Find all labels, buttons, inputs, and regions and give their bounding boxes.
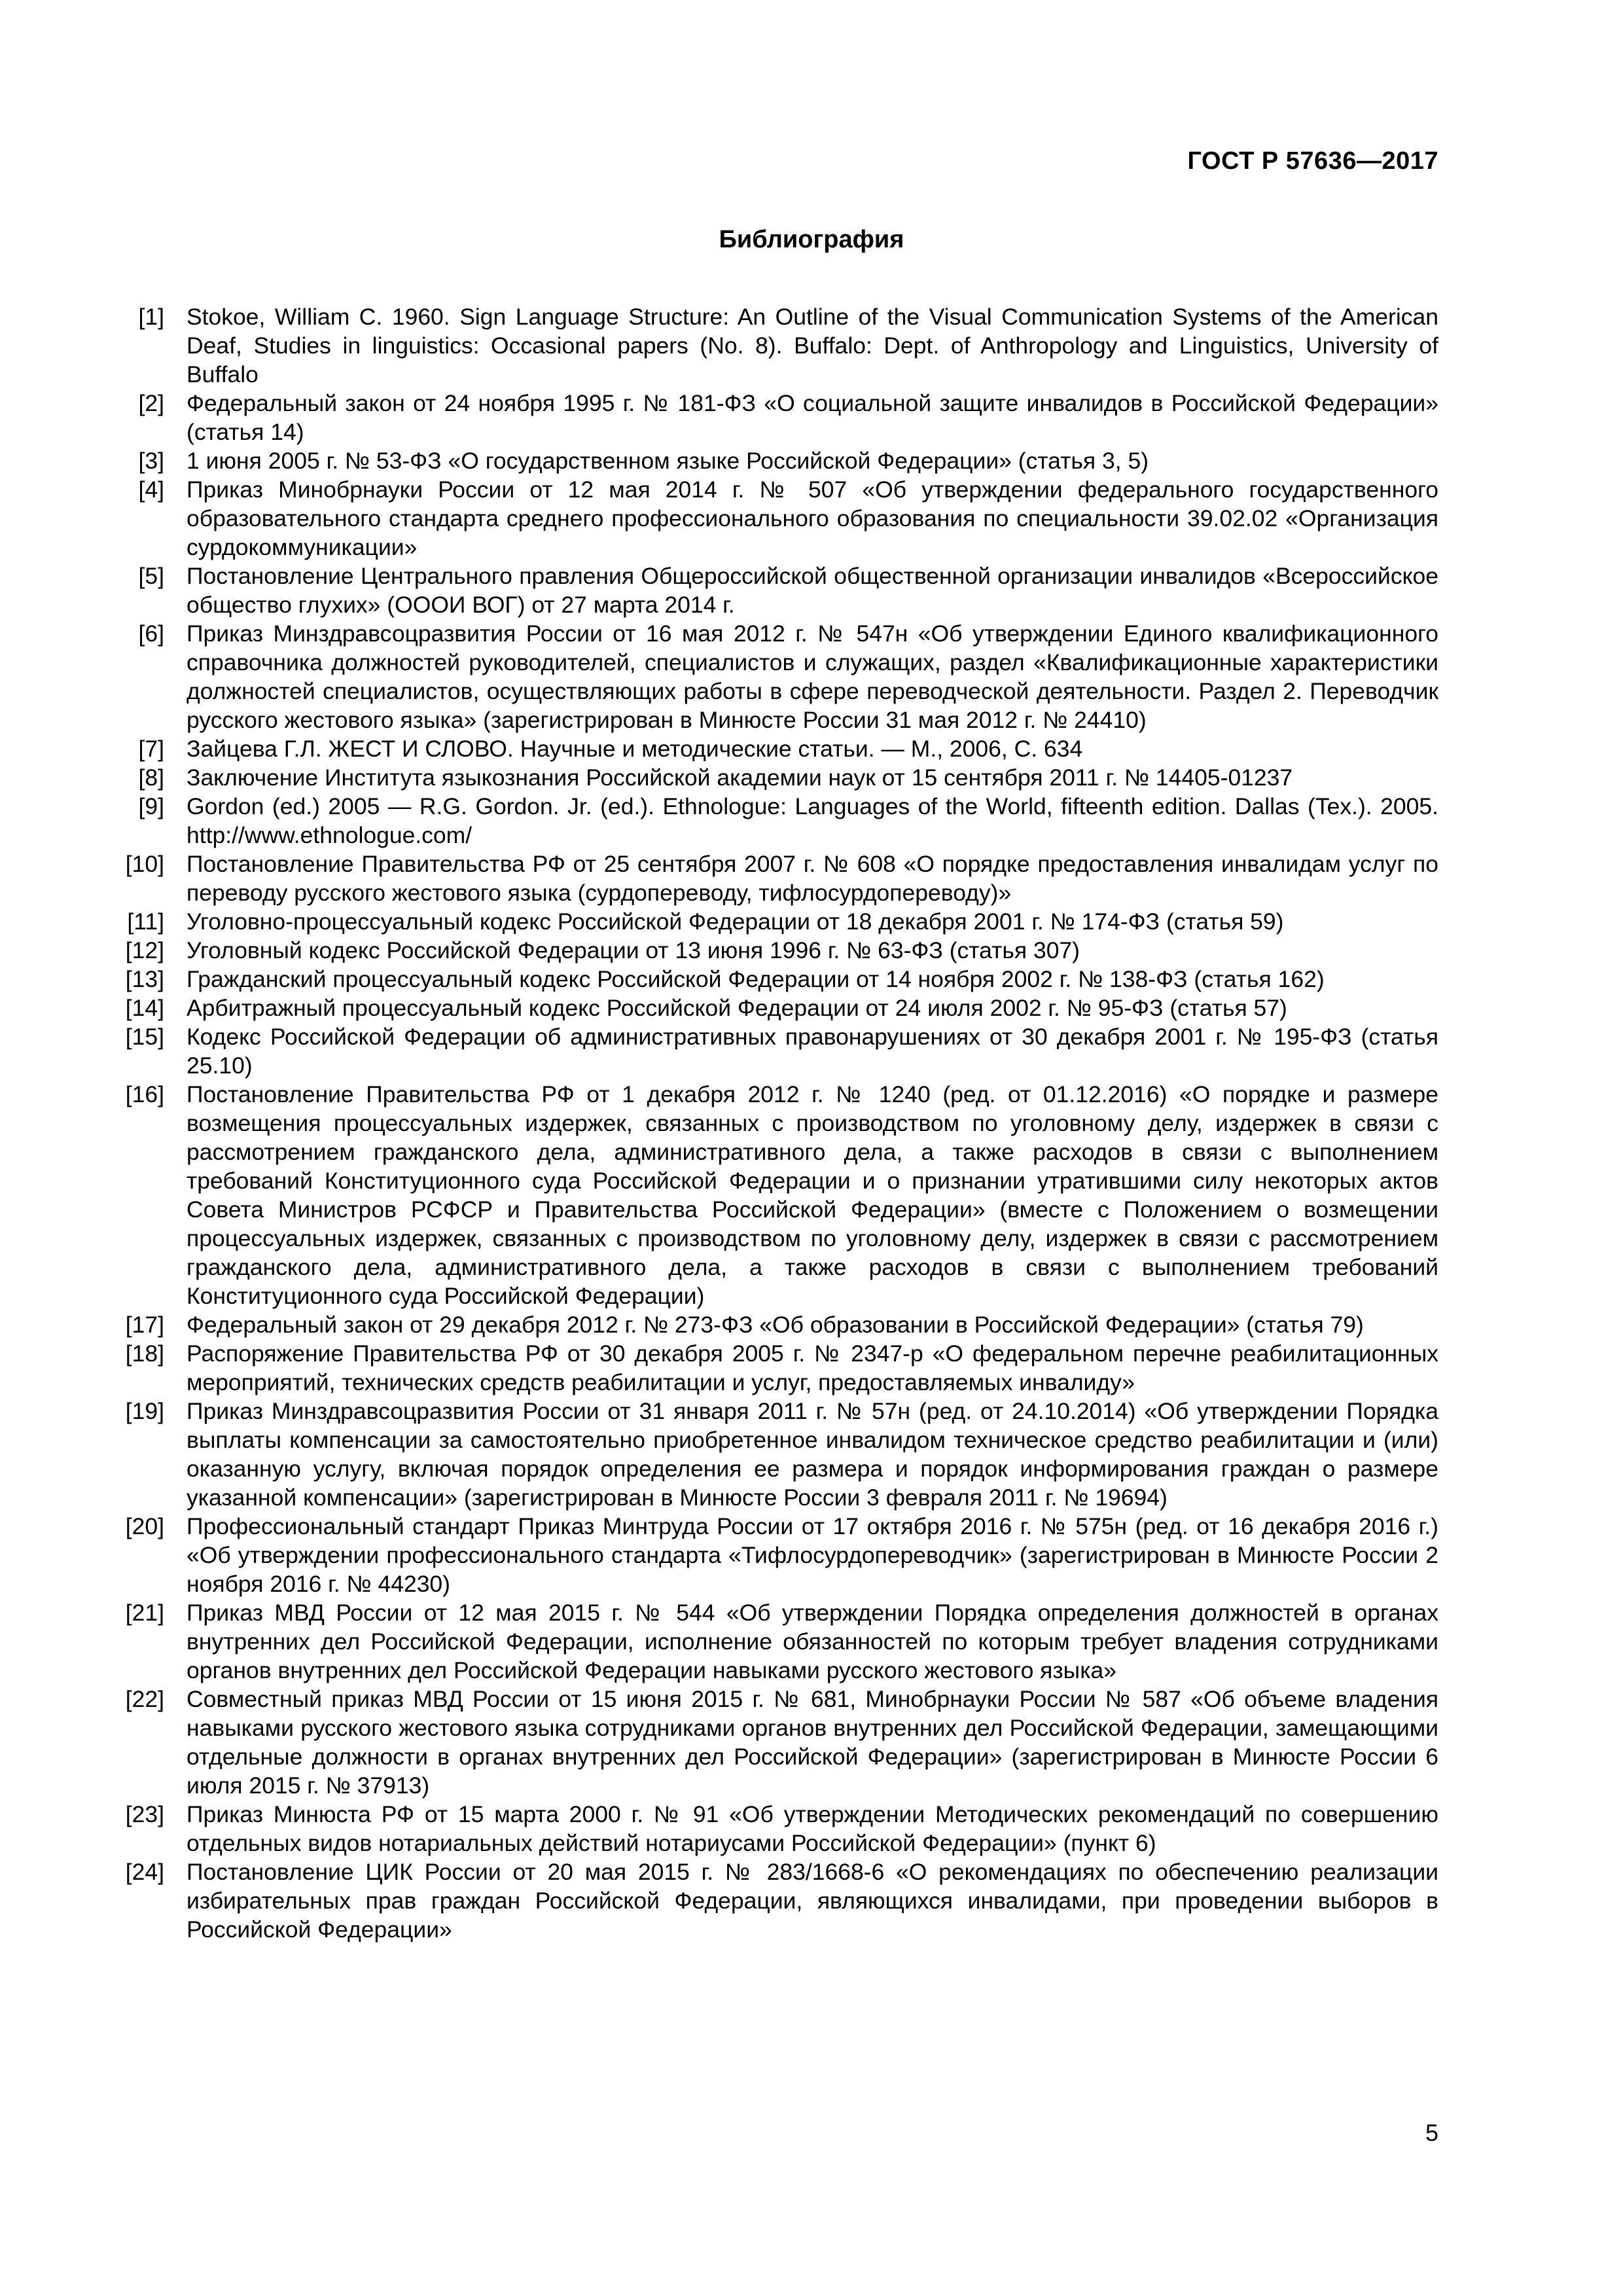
bibliography-entry	[110, 1685, 1438, 1800]
entry-number: [9]	[138, 793, 164, 819]
entry-number: [18]	[125, 1340, 164, 1367]
entry-number: [15]	[125, 1024, 164, 1050]
bibliography-entry	[110, 619, 1438, 734]
entry-number: [16]	[125, 1081, 164, 1107]
bibliography-entry	[110, 965, 1438, 994]
entry-number: [17]	[125, 1312, 164, 1338]
bibliography-entry	[110, 1022, 1438, 1080]
bibliography-entry	[110, 936, 1438, 965]
entry-text: Постановление Правительства РФ от 25 сентября 2007 г. № 608 «О порядке предоставления инвалидам услуг по переводу русского жестового языка (сурдопереводу, тифлосурдопереводу)»	[187, 851, 1438, 906]
bibliography-entry	[110, 562, 1438, 619]
bibliography-entry	[110, 389, 1438, 446]
entry-number: [3]	[138, 448, 164, 474]
entry-number: [19]	[125, 1398, 164, 1424]
entry-number: [7]	[138, 736, 164, 762]
bibliography-entry	[110, 1598, 1438, 1685]
entry-number: [24]	[125, 1859, 164, 1885]
bibliography-entry	[110, 475, 1438, 562]
entry-text: Профессиональный стандарт Приказ Минтруда России от 17 октября 2016 г. № 575н (ред. от 16 декабря 2016 г.) «Об утверждении профессионального стандарта «Тифлосурдопереводчик» (зарегистрирован в Минюсте России 2 ноября 2016 г. № 44230)	[187, 1513, 1438, 1597]
entry-text: Gordon (ed.) 2005 — R.G. Gordon. Jr. (ed.). Ethnologue: Languages of the World, fifteenth edition. Dallas (Tex.). 2005. http://www.ethnologue.com/	[187, 793, 1438, 848]
entry-number: [23]	[125, 1801, 164, 1827]
entry-number: [8]	[138, 764, 164, 791]
page-number: 5	[1425, 2119, 1438, 2146]
entry-number: [1]	[138, 304, 164, 330]
entry-text: Приказ Минздравсоцразвития России от 31 января 2011 г. № 57н (ред. от 24.10.2014) «Об утверждении Порядка выплаты компенсации за самостоятельно приобретенное инвалидом техническое средство реабилитации и (или) оказанную услугу, включая порядок определения ее размера и порядок информирования граждан о размере указанной компенсации» (зарегистрирован в Минюсте России 3 февраля 2011 г. № 19694)	[187, 1398, 1438, 1511]
bibliography-entry	[110, 792, 1438, 850]
entry-text: Постановление Центрального правления Общероссийской общественной организации инвалидов «Всероссийское общество глухих» (ОООИ ВОГ) от 27 марта 2014 г.	[187, 563, 1438, 618]
entry-number: [13]	[125, 966, 164, 992]
entry-number: [11]	[127, 908, 164, 935]
bibliography-entry	[110, 907, 1438, 936]
entry-text: Приказ МВД России от 12 мая 2015 г. № 544 «Об утверждении Порядка определения должностей в органах внутренних дел Российской Федерации, исполнение обязанностей по которым требует владения сотрудниками органов внутренних дел Российской Федерации навыками русского жестового языка»	[187, 1600, 1438, 1683]
entry-number: [22]	[125, 1686, 164, 1712]
entry-text: Приказ Минздравсоцразвития России от 16 мая 2012 г. № 547н «Об утверждении Единого квалификационного справочника должностей руководителей, специалистов и служащих, раздел «Квалификационные характеристики должностей специалистов, осуществляющих работы в сфере переводческой деятельности. Раздел 2. Переводчик русского жестового языка» (зарегистрирован в Минюсте России 31 мая 2012 г. № 24410)	[187, 620, 1438, 733]
bibliography-entry	[110, 1339, 1438, 1397]
bibliography-entry	[110, 763, 1438, 792]
entry-number: [6]	[138, 620, 164, 647]
bibliography-list	[110, 302, 1438, 1944]
entry-text: Гражданский процессуальный кодекс Российской Федерации от 14 ноября 2002 г. № 138-ФЗ (статья 162)	[187, 966, 1325, 992]
bibliography-entry	[110, 1857, 1438, 1944]
entry-text: Зайцева Г.Л. ЖЕСТ И СЛОВО. Научные и методические статьи. — М., 2006, С. 634	[187, 736, 1083, 762]
entry-text: Stokoe, William C. 1960. Sign Language Structure: An Outline of the Visual Communication Systems of the American Deaf, Studies in linguistics: Occasional papers (No. 8). Buffalo: Dept. of Anthropology and Linguistics, University of Buffalo	[187, 304, 1438, 387]
entry-text: Заключение Института языкознания Российской академии наук от 15 сентября 2011 г. № 14405-01237	[187, 764, 1293, 791]
bibliography-entry	[110, 1800, 1438, 1857]
entry-text: Арбитражный процессуальный кодекс Российской Федерации от 24 июля 2002 г. № 95-ФЗ (статья 57)	[187, 995, 1287, 1021]
bibliography-entry	[110, 1512, 1438, 1598]
bibliography-entry	[110, 302, 1438, 389]
entry-text: Кодекс Российской Федерации об административных правонарушениях от 30 декабря 2001 г. № 195-ФЗ (статья 25.10)	[187, 1024, 1438, 1079]
entry-number: [5]	[138, 563, 164, 589]
entry-text: Уголовный кодекс Российской Федерации от 13 июня 1996 г. № 63-ФЗ (статья 307)	[187, 937, 1080, 963]
entry-text: Распоряжение Правительства РФ от 30 декабря 2005 г. № 2347-р «О федеральном перечне реабилитационных мероприятий, технических средств реабилитации и услуг, предоставляемых инвалиду»	[187, 1340, 1438, 1395]
bibliography-entry	[110, 1310, 1438, 1339]
bibliography-entry	[110, 850, 1438, 907]
entry-number: [14]	[125, 995, 164, 1021]
entry-number: [4]	[138, 476, 164, 503]
entry-text: Приказ Минюста РФ от 15 марта 2000 г. № 91 «Об утверждении Методических рекомендаций по совершению отдельных видов нотариальных действий нотариусами Российской Федерации» (пункт 6)	[187, 1801, 1438, 1856]
bibliography-entry	[110, 1397, 1438, 1512]
entry-number: [21]	[125, 1600, 164, 1626]
entry-number: [2]	[138, 390, 164, 416]
bibliography-entry	[110, 994, 1438, 1022]
entry-text: Федеральный закон от 29 декабря 2012 г. № 273-ФЗ «Об образовании в Российской Федерации» (статья 79)	[187, 1312, 1364, 1338]
entry-number: [10]	[125, 851, 164, 877]
entry-text: Постановление Правительства РФ от 1 декабря 2012 г. № 1240 (ред. от 01.12.2016) «О порядке и размере возмещения процессуальных издержек, связанных с производством по уголовному делу, издержек в связи с рассмотрением гражданского дела, административного дела, а также расходов в связи с выполнением требований Конституционного суда Российской Федерации и о признании утратившими силу некоторых актов Совета Министров РСФСР и Правительства Российской Федерации» (вместе с Положением о возмещении процессуальных издержек, связанных с производством по уголовному делу, издержек в связи с рассмотрением гражданского дела, административного дела, а также расходов в связи с выполнением требований Конституционного суда Российской Федерации)	[187, 1081, 1438, 1309]
entry-text: Постановление ЦИК России от 20 мая 2015 г. № 283/1668-6 «О рекомендациях по обеспечению реализации избирательных прав граждан Российской Федерации, являющихся инвалидами, при проведении выборов в Российской Федерации»	[187, 1859, 1438, 1943]
entry-text: 1 июня 2005 г. № 53-ФЗ «О государственном языке Российской Федерации» (статья 3, 5)	[187, 448, 1149, 474]
page-title: Библиография	[719, 226, 904, 253]
bibliography-entry	[110, 1080, 1438, 1310]
entry-text: Совместный приказ МВД России от 15 июня 2015 г. № 681, Минобрнауки России № 587 «Об объеме владения навыками русского жестового языка сотрудниками органов внутренних дел Российской Федерации, замещающими отдельные должности в органах внутренних дел Российской Федерации» (зарегистрирован в Минюсте России 6 июля 2015 г. № 37913)	[187, 1686, 1438, 1799]
document-code: ГОСТ Р 57636—2017	[1187, 147, 1438, 175]
entry-text: Федеральный закон от 24 ноября 1995 г. № 181-ФЗ «О социальной защите инвалидов в Российской Федерации» (статья 14)	[187, 390, 1438, 445]
entry-text: Уголовно-процессуальный кодекс Российской Федерации от 18 декабря 2001 г. № 174-ФЗ (статья 59)	[187, 908, 1284, 935]
bibliography-entry	[110, 446, 1438, 475]
entry-number: [12]	[125, 937, 164, 963]
entry-text: Приказ Минобрнауки России от 12 мая 2014 г. № 507 «Об утверждении федерального государственного образовательного стандарта среднего профессионального образования по специальности 39.02.02 «Организация сурдокоммуникации»	[187, 476, 1438, 560]
bibliography-entry	[110, 734, 1438, 763]
entry-number: [20]	[125, 1513, 164, 1539]
